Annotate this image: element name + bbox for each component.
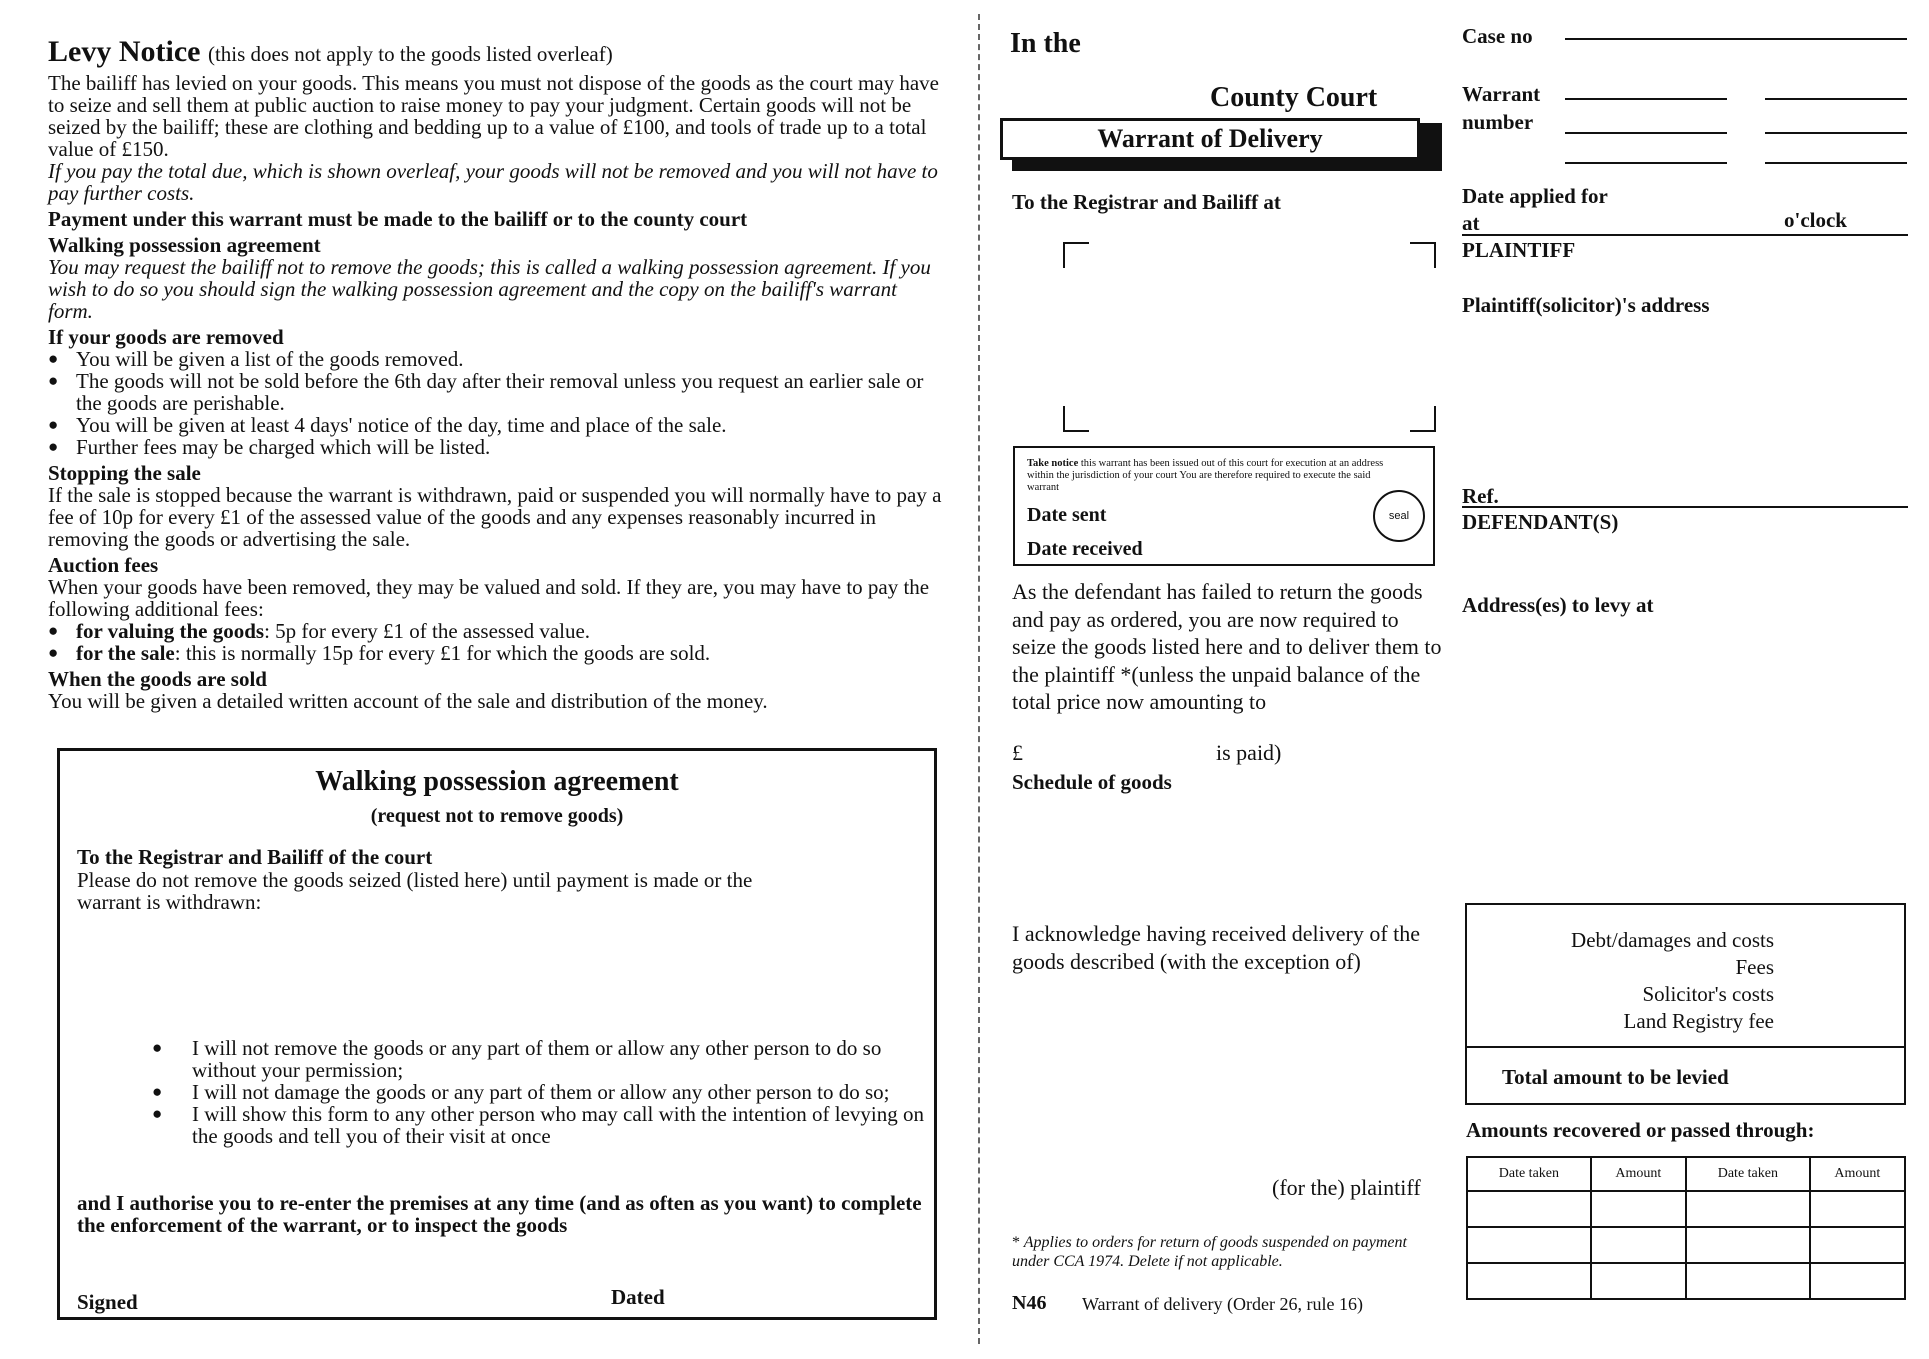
costs-box — [1465, 903, 1906, 1105]
auction-list — [48, 620, 943, 664]
warrant-title: Warrant of Delivery — [1000, 118, 1420, 160]
table-header-row — [1467, 1157, 1905, 1191]
form-number: N46 — [1012, 1292, 1047, 1314]
footnote-text: Applies to orders for return of goods suspended on payment under CCA 1974. Delete if not applicable. — [1012, 1234, 1407, 1270]
defendants-label: DEFENDANT(S) — [1462, 510, 1619, 534]
table-row — [1467, 1263, 1905, 1299]
ref-field[interactable] — [1462, 506, 1908, 508]
removed-item: ● The goods will not be sold before the 6th day after their removal unless you request an earlier sale or the goods are perishable. — [48, 370, 943, 414]
form-title: Warrant of delivery (Order 26, rule 16) — [1082, 1294, 1363, 1314]
warrant-number-field[interactable] — [1565, 132, 1727, 134]
agreement-authorisation: and I authorise you to re-enter the premises at any time (and as often as you want) to complete the enforcement of the warrant, or to inspect the goods — [77, 1191, 922, 1237]
date-applied-field[interactable] — [1462, 234, 1908, 236]
auction-text: When your goods have been removed, they may be valued and sold. If they are, you may have to pay the following additional fees: — [48, 575, 930, 621]
cost-items — [1571, 927, 1774, 1035]
column-header: Amount — [1810, 1157, 1905, 1191]
table-cell[interactable] — [1810, 1227, 1905, 1263]
promise-item: ● I will show this form to any other person who may call with the intention of levying on the goods and tell you of their visit at once — [152, 1103, 932, 1147]
auction-item — [48, 642, 943, 664]
stopping-text: If the sale is stopped because the warrant is withdrawn, paid or suspended you will normally have to pay a fee of 10p for every £1 of the assessed value of the goods and any expenses reasonably incurred in removing the goods or advertising the sale. — [48, 483, 942, 551]
table-cell[interactable] — [1686, 1263, 1810, 1299]
auction-heading: Auction fees — [48, 553, 159, 577]
auction-item-label: for valuing the goods — [76, 619, 265, 643]
removed-heading: If your goods are removed — [48, 325, 284, 349]
auction-item-text: : this is normally 15p for every £1 for which the goods are sold. — [174, 641, 711, 665]
table-cell[interactable] — [1467, 1263, 1591, 1299]
removed-list — [48, 348, 943, 458]
is-paid-label: is paid) — [1216, 740, 1282, 765]
table-cell[interactable] — [1591, 1227, 1686, 1263]
pound-sign: £ — [1012, 740, 1023, 765]
warrant-number-field[interactable] — [1765, 132, 1907, 134]
table-cell[interactable] — [1467, 1227, 1591, 1263]
table-row — [1467, 1227, 1905, 1263]
address-corner-top-right — [1410, 242, 1436, 268]
total-levied-label: Total amount to be levied — [1502, 1065, 1729, 1089]
acknowledgement-text: I acknowledge having received delivery of the goods described (with the exception of) — [1012, 921, 1421, 974]
auction-item-text: : 5p for every £1 of the assessed value. — [264, 619, 591, 643]
levy-title-note: (this does not apply to the goods listed overleaf) — [207, 42, 613, 66]
removed-item: ● You will be given at least 4 days' notice of the day, time and place of the sale. — [48, 414, 943, 436]
footnote-star: * — [1012, 1234, 1020, 1251]
cost-item: Debt/damages and costs — [1571, 928, 1774, 952]
stopping-heading: Stopping the sale — [48, 461, 201, 485]
wpa-text: You may request the bailiff not to remove the goods; this is called a walking possession agreement. If you wish to do so you should sign the walking possession agreement and the copy on the bailiff's warrant form. — [48, 255, 931, 323]
agreement-addressee: To the Registrar and Bailiff of the court — [77, 845, 433, 869]
in-the-label: In the — [1010, 28, 1081, 59]
table-cell[interactable] — [1686, 1227, 1810, 1263]
agreement-request: Please do not remove the goods seized (listed here) until payment is made or the warrant is withdrawn: — [77, 868, 753, 914]
table-cell[interactable] — [1467, 1191, 1591, 1227]
promise-item: ● I will not remove the goods or any part of them or allow any other person to do so without your permission; — [152, 1037, 932, 1081]
column-header: Amount — [1591, 1157, 1686, 1191]
dated-label: Dated — [611, 1285, 665, 1309]
date-received-label: Date received — [1027, 538, 1143, 560]
for-plaintiff-label: (for the) plaintiff — [1272, 1175, 1421, 1200]
ref-label: Ref. — [1462, 484, 1499, 508]
promise-item: ● I will not damage the goods or any part of them or allow any other person to do so; — [152, 1081, 932, 1103]
table-cell[interactable] — [1810, 1263, 1905, 1299]
removed-item: ● Further fees may be charged which will be listed. — [48, 436, 943, 458]
table-row — [1467, 1191, 1905, 1227]
table-cell[interactable] — [1686, 1191, 1810, 1227]
date-applied-label: Date applied for — [1462, 184, 1608, 208]
agreement-promises — [152, 1037, 932, 1147]
date-sent-label: Date sent — [1027, 504, 1107, 526]
table-cell[interactable] — [1810, 1191, 1905, 1227]
column-header: Date taken — [1686, 1157, 1810, 1191]
fold-divider — [978, 14, 980, 1344]
seal-icon: seal — [1373, 490, 1425, 542]
sold-heading: When the goods are sold — [48, 667, 267, 691]
walking-possession-agreement-box — [57, 748, 937, 1320]
levy-title-text: Levy Notice — [48, 35, 201, 68]
removed-item: ● You will be given a list of the goods removed. — [48, 348, 943, 370]
wpa-heading: Walking possession agreement — [48, 233, 321, 257]
column-header: Date taken — [1467, 1157, 1591, 1191]
warrant-number-field[interactable] — [1565, 162, 1727, 164]
signed-label: Signed — [77, 1290, 138, 1314]
case-no-field[interactable] — [1565, 38, 1907, 40]
recovered-table — [1466, 1156, 1906, 1300]
warrant-label: Warrant — [1462, 82, 1541, 106]
cost-item: Land Registry fee — [1623, 1009, 1774, 1033]
levy-notice — [48, 34, 943, 712]
levy-para-2: If you pay the total due, which is shown overleaf, your goods will not be removed and you will not have to pay further costs. — [48, 159, 938, 205]
costs-divider — [1467, 1046, 1904, 1048]
table-cell[interactable] — [1591, 1263, 1686, 1299]
levy-addresses-label: Address(es) to levy at — [1462, 593, 1654, 617]
address-corner-bottom-right — [1410, 406, 1436, 432]
cost-item: Fees — [1735, 955, 1774, 979]
recovered-title: Amounts recovered or passed through: — [1466, 1118, 1815, 1142]
footnote — [1012, 1233, 1442, 1271]
plaintiff-label: PLAINTIFF — [1462, 238, 1576, 262]
at-label: at — [1462, 211, 1480, 235]
take-notice-text: Take notice this warrant has been issued out of this court for execution at an address within the jurisdiction of your court You are therefore required to execute the said warrant — [1027, 458, 1384, 493]
plaintiff-address-label: Plaintiff(solicitor)'s address — [1462, 293, 1710, 317]
levy-notice-title — [48, 34, 943, 72]
number-label: number — [1462, 110, 1534, 134]
table-cell[interactable] — [1591, 1191, 1686, 1227]
county-court-label: County Court — [1210, 82, 1378, 113]
cost-item: Solicitor's costs — [1642, 982, 1774, 1006]
agreement-subtitle: (request not to remove goods) — [370, 805, 624, 827]
take-notice-box — [1013, 446, 1435, 566]
sold-text: You will be given a detailed written account of the sale and distribution of the money. — [48, 689, 768, 713]
warrant-number-field[interactable] — [1765, 98, 1907, 100]
payment-heading: Payment under this warrant must be made to the bailiff or to the county court — [48, 207, 748, 231]
schedule-of-goods-label: Schedule of goods — [1012, 770, 1172, 794]
levy-para-1: The bailiff has levied on your goods. This means you must not dispose of the goods as the court may have to seize and sell them at public auction to raise money to pay your judgment. Certain goods will not be seized by the bailiff; these are clothing and bedding up to a value of £100, and tools of trade up to a total value of £150. — [48, 71, 939, 161]
auction-item-label: for the sale — [76, 641, 175, 665]
warrant-instruction: As the defendant has failed to return the goods and pay as ordered, you are now required to seize the goods listed here and to deliver them to the plaintiff *(unless the unpaid balance of the total price now amounting to — [1012, 579, 1442, 714]
auction-item — [48, 620, 943, 642]
address-corner-bottom-left — [1063, 406, 1089, 432]
to-registrar-label: To the Registrar and Bailiff at — [1012, 190, 1281, 214]
warrant-number-field[interactable] — [1765, 162, 1907, 164]
oclock-label: o'clock — [1784, 208, 1847, 232]
agreement-title: Walking possession agreement — [315, 766, 679, 797]
address-corner-top-left — [1063, 242, 1089, 268]
warrant-number-field[interactable] — [1565, 98, 1727, 100]
case-no-label: Case no — [1462, 24, 1533, 48]
